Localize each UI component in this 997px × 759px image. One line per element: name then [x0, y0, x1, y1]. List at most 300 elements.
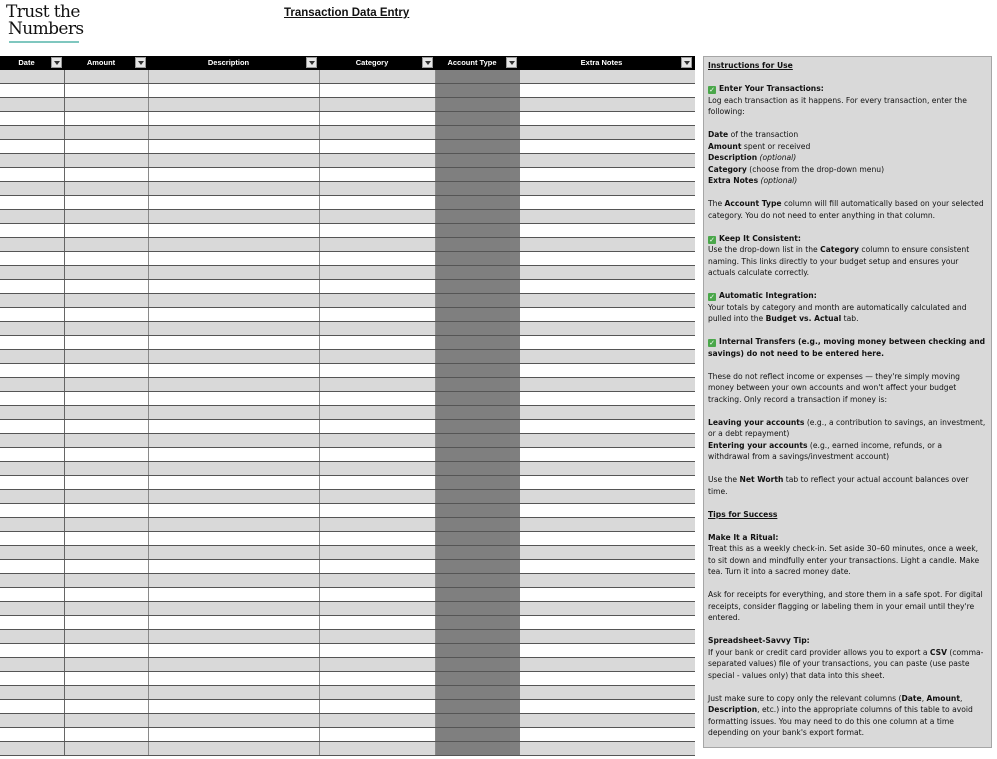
table-cell-date[interactable]: [0, 630, 65, 643]
table-cell-category[interactable]: [320, 70, 436, 83]
table-cell-amount[interactable]: [65, 336, 149, 349]
table-cell-amount[interactable]: [65, 182, 149, 195]
table-cell-extra-notes[interactable]: [520, 392, 695, 405]
table-cell-amount[interactable]: [65, 266, 149, 279]
table-cell-date[interactable]: [0, 644, 65, 657]
table-cell-category[interactable]: [320, 392, 436, 405]
table-cell-amount[interactable]: [65, 364, 149, 377]
table-cell-category[interactable]: [320, 434, 436, 447]
table-cell-extra-notes[interactable]: [520, 154, 695, 167]
table-cell-extra-notes[interactable]: [520, 504, 695, 517]
table-cell-category[interactable]: [320, 476, 436, 489]
table-cell-extra-notes[interactable]: [520, 308, 695, 321]
table-cell-extra-notes[interactable]: [520, 490, 695, 503]
table-row: [0, 378, 695, 392]
table-cell-extra-notes[interactable]: [520, 98, 695, 111]
table-cell-account-type: [436, 196, 520, 209]
tips-heading: Tips for Success: [708, 509, 778, 519]
table-row: [0, 630, 695, 644]
table-cell-extra-notes[interactable]: [520, 714, 695, 727]
table-cell-category[interactable]: [320, 406, 436, 419]
table-cell-description[interactable]: [149, 434, 320, 447]
table-cell-date[interactable]: [0, 322, 65, 335]
table-cell-date[interactable]: [0, 112, 65, 125]
filter-dropdown-icon[interactable]: [422, 57, 433, 68]
table-cell-date[interactable]: [0, 350, 65, 363]
table-cell-category[interactable]: [320, 280, 436, 293]
table-cell-extra-notes[interactable]: [520, 420, 695, 433]
table-cell-description[interactable]: [149, 322, 320, 335]
table-cell-category[interactable]: [320, 210, 436, 223]
table-cell-account-type: [436, 504, 520, 517]
table-cell-amount[interactable]: [65, 112, 149, 125]
table-cell-description[interactable]: [149, 154, 320, 167]
table-cell-category[interactable]: [320, 140, 436, 153]
table-cell-category[interactable]: [320, 742, 436, 755]
logo: [6, 4, 86, 43]
table-cell-amount[interactable]: [65, 490, 149, 503]
table-cell-date[interactable]: [0, 308, 65, 321]
table-cell-extra-notes[interactable]: [520, 616, 695, 629]
table-cell-date[interactable]: [0, 84, 65, 97]
table-cell-description[interactable]: [149, 518, 320, 531]
table-cell-amount[interactable]: [65, 672, 149, 685]
table-cell-extra-notes[interactable]: [520, 126, 695, 139]
table-cell-account-type: [436, 434, 520, 447]
table-cell-amount[interactable]: [65, 532, 149, 545]
table-cell-category[interactable]: [320, 322, 436, 335]
table-cell-description[interactable]: [149, 98, 320, 111]
tip-title: Spreadsheet-Savvy Tip:: [708, 636, 810, 645]
table-cell-date[interactable]: [0, 672, 65, 685]
table-cell-category[interactable]: [320, 336, 436, 349]
filter-dropdown-icon[interactable]: [306, 57, 317, 68]
table-cell-description[interactable]: [149, 686, 320, 699]
table-cell-date[interactable]: [0, 616, 65, 629]
table-cell-date[interactable]: [0, 504, 65, 517]
table-cell-description[interactable]: [149, 70, 320, 83]
table-cell-amount[interactable]: [65, 294, 149, 307]
table-cell-extra-notes[interactable]: [520, 644, 695, 657]
table-cell-category[interactable]: [320, 350, 436, 363]
instructions-heading: Instructions for Use: [708, 61, 793, 70]
table-cell-category[interactable]: [320, 168, 436, 181]
table-cell-category[interactable]: [320, 224, 436, 237]
table-cell-extra-notes[interactable]: [520, 378, 695, 391]
table-cell-category[interactable]: [320, 154, 436, 167]
table-cell-category[interactable]: [320, 560, 436, 573]
table-cell-amount[interactable]: [65, 196, 149, 209]
table-cell-date[interactable]: [0, 182, 65, 195]
table-cell-category[interactable]: [320, 616, 436, 629]
table-cell-amount[interactable]: [65, 420, 149, 433]
table-cell-account-type: [436, 154, 520, 167]
table-cell-extra-notes[interactable]: [520, 238, 695, 251]
table-cell-description[interactable]: [149, 504, 320, 517]
table-cell-date[interactable]: [0, 280, 65, 293]
table-row: [0, 308, 695, 322]
table-row: [0, 602, 695, 616]
table-cell-date[interactable]: [0, 224, 65, 237]
table-cell-date[interactable]: [0, 602, 65, 615]
table-row: [0, 280, 695, 294]
table-cell-category[interactable]: [320, 448, 436, 461]
table-cell-extra-notes[interactable]: [520, 574, 695, 587]
table-cell-amount[interactable]: [65, 560, 149, 573]
table-cell-date[interactable]: [0, 294, 65, 307]
table-cell-description[interactable]: [149, 364, 320, 377]
table-cell-amount[interactable]: [65, 434, 149, 447]
table-cell-category[interactable]: [320, 714, 436, 727]
table-cell-category[interactable]: [320, 658, 436, 671]
table-cell-date[interactable]: [0, 448, 65, 461]
table-cell-amount[interactable]: [65, 658, 149, 671]
table-cell-description[interactable]: [149, 238, 320, 251]
table-cell-description[interactable]: [149, 658, 320, 671]
table-cell-date[interactable]: [0, 532, 65, 545]
table-cell-date[interactable]: [0, 392, 65, 405]
table-cell-amount[interactable]: [65, 98, 149, 111]
table-cell-category[interactable]: [320, 672, 436, 685]
table-cell-amount[interactable]: [65, 70, 149, 83]
table-cell-category[interactable]: [320, 546, 436, 559]
table-cell-account-type: [436, 602, 520, 615]
table-cell-description[interactable]: [149, 644, 320, 657]
table-cell-category[interactable]: [320, 602, 436, 615]
table-cell-extra-notes[interactable]: [520, 196, 695, 209]
table-cell-amount[interactable]: [65, 546, 149, 559]
table-cell-extra-notes[interactable]: [520, 168, 695, 181]
table-row: [0, 672, 695, 686]
table-cell-account-type: [436, 364, 520, 377]
filter-dropdown-icon[interactable]: [51, 57, 62, 68]
column-header-amount: [65, 56, 149, 70]
table-cell-category[interactable]: [320, 462, 436, 475]
table-cell-category[interactable]: [320, 700, 436, 713]
table-cell-date[interactable]: [0, 518, 65, 531]
table-cell-extra-notes[interactable]: [520, 322, 695, 335]
table-cell-amount[interactable]: [65, 448, 149, 461]
table-cell-category[interactable]: [320, 252, 436, 265]
table-cell-category[interactable]: [320, 238, 436, 251]
table-cell-extra-notes[interactable]: [520, 532, 695, 545]
table-cell-date[interactable]: [0, 686, 65, 699]
table-cell-date[interactable]: [0, 546, 65, 559]
table-cell-description[interactable]: [149, 588, 320, 601]
filter-dropdown-icon[interactable]: [135, 57, 146, 68]
table-row: [0, 168, 695, 182]
table-cell-account-type: [436, 742, 520, 755]
table-cell-description[interactable]: [149, 196, 320, 209]
section-body: Use the drop-down list in the Category column to ensure consistent naming. This links directly to your budget setup and ensures your actuals calculate correctly.: [708, 245, 970, 277]
table-body: [0, 70, 695, 756]
table-cell-date[interactable]: [0, 378, 65, 391]
table-cell-extra-notes[interactable]: [520, 546, 695, 559]
table-cell-amount[interactable]: [65, 616, 149, 629]
table-cell-date[interactable]: [0, 574, 65, 587]
table-cell-description[interactable]: [149, 574, 320, 587]
table-cell-date[interactable]: [0, 742, 65, 755]
table-cell-category[interactable]: [320, 196, 436, 209]
table-cell-amount[interactable]: [65, 714, 149, 727]
table-cell-category[interactable]: [320, 308, 436, 321]
table-cell-description[interactable]: [149, 560, 320, 573]
table-cell-extra-notes[interactable]: [520, 672, 695, 685]
table-cell-amount[interactable]: [65, 630, 149, 643]
table-cell-account-type: [436, 392, 520, 405]
table-cell-category[interactable]: [320, 532, 436, 545]
table-cell-date[interactable]: [0, 420, 65, 433]
table-cell-category[interactable]: [320, 378, 436, 391]
table-cell-description[interactable]: [149, 224, 320, 237]
table-cell-category[interactable]: [320, 112, 436, 125]
table-cell-amount[interactable]: [65, 728, 149, 741]
table-cell-amount[interactable]: [65, 126, 149, 139]
table-cell-extra-notes[interactable]: [520, 588, 695, 601]
table-cell-account-type: [436, 308, 520, 321]
table-cell-description[interactable]: [149, 406, 320, 419]
table-cell-extra-notes[interactable]: [520, 476, 695, 489]
table-cell-extra-notes[interactable]: [520, 266, 695, 279]
table-cell-date[interactable]: [0, 658, 65, 671]
table-cell-extra-notes[interactable]: [520, 294, 695, 307]
table-cell-amount[interactable]: [65, 602, 149, 615]
table-row: [0, 560, 695, 574]
table-cell-account-type: [436, 140, 520, 153]
table-cell-amount[interactable]: [65, 308, 149, 321]
table-cell-description[interactable]: [149, 462, 320, 475]
table-cell-date[interactable]: [0, 196, 65, 209]
table-cell-description[interactable]: [149, 252, 320, 265]
table-cell-extra-notes[interactable]: [520, 462, 695, 475]
table-cell-description[interactable]: [149, 490, 320, 503]
table-cell-date[interactable]: [0, 238, 65, 251]
table-cell-category[interactable]: [320, 126, 436, 139]
table-cell-date[interactable]: [0, 728, 65, 741]
table-cell-extra-notes[interactable]: [520, 728, 695, 741]
table-cell-extra-notes[interactable]: [520, 700, 695, 713]
table-cell-date[interactable]: [0, 266, 65, 279]
table-cell-description[interactable]: [149, 168, 320, 181]
table-row: [0, 546, 695, 560]
table-cell-description[interactable]: [149, 336, 320, 349]
table-cell-category[interactable]: [320, 588, 436, 601]
table-cell-amount[interactable]: [65, 154, 149, 167]
entering-accounts: Entering your accounts (e.g., earned income, refunds, or a withdrawal from a savings/investment account): [708, 440, 943, 461]
table-cell-amount[interactable]: [65, 504, 149, 517]
table-cell-category[interactable]: [320, 84, 436, 97]
table-header: [0, 56, 695, 70]
table-cell-description[interactable]: [149, 140, 320, 153]
table-cell-amount[interactable]: [65, 700, 149, 713]
column-header-category: [320, 56, 436, 70]
table-cell-description[interactable]: [149, 700, 320, 713]
table-cell-date[interactable]: [0, 168, 65, 181]
table-cell-extra-notes[interactable]: [520, 686, 695, 699]
table-cell-description[interactable]: [149, 294, 320, 307]
table-row: [0, 392, 695, 406]
column-header-label: Category: [355, 58, 389, 67]
table-row: [0, 532, 695, 546]
table-cell-description[interactable]: [149, 308, 320, 321]
table-cell-description[interactable]: [149, 448, 320, 461]
table-cell-extra-notes[interactable]: [520, 560, 695, 573]
table-cell-category[interactable]: [320, 294, 436, 307]
table-cell-date[interactable]: [0, 490, 65, 503]
table-cell-amount[interactable]: [65, 84, 149, 97]
table-cell-date[interactable]: [0, 700, 65, 713]
filter-dropdown-icon[interactable]: [681, 57, 692, 68]
table-cell-category[interactable]: [320, 420, 436, 433]
table-cell-amount[interactable]: [65, 462, 149, 475]
tip-body: Treat this as a weekly check-in. Set aside 30–60 minutes, once a week, to sit down and mindfully enter your transactions. Light a candle. Make tea. Turn it into a sacred money date.: [708, 544, 980, 576]
table-cell-category[interactable]: [320, 630, 436, 643]
filter-dropdown-icon[interactable]: [506, 57, 517, 68]
table-cell-amount[interactable]: [65, 224, 149, 237]
table-cell-date[interactable]: [0, 434, 65, 447]
table-cell-account-type: [436, 322, 520, 335]
table-cell-description[interactable]: [149, 630, 320, 643]
table-cell-extra-notes[interactable]: [520, 742, 695, 755]
table-cell-date[interactable]: [0, 560, 65, 573]
column-header-label: Extra Notes: [580, 58, 623, 67]
table-cell-category[interactable]: [320, 518, 436, 531]
table-cell-category[interactable]: [320, 728, 436, 741]
table-cell-extra-notes[interactable]: [520, 182, 695, 195]
field-name: Description: [708, 153, 758, 162]
table-cell-amount[interactable]: [65, 378, 149, 391]
table-cell-account-type: [436, 476, 520, 489]
table-cell-description[interactable]: [149, 182, 320, 195]
table-cell-description[interactable]: [149, 350, 320, 363]
table-row: [0, 490, 695, 504]
table-cell-description[interactable]: [149, 728, 320, 741]
table-cell-extra-notes[interactable]: [520, 70, 695, 83]
table-cell-amount[interactable]: [65, 392, 149, 405]
table-cell-date[interactable]: [0, 406, 65, 419]
table-cell-description[interactable]: [149, 546, 320, 559]
table-cell-category[interactable]: [320, 644, 436, 657]
table-cell-amount[interactable]: [65, 574, 149, 587]
table-cell-amount[interactable]: [65, 322, 149, 335]
table-cell-extra-notes[interactable]: [520, 140, 695, 153]
table-cell-description[interactable]: [149, 420, 320, 433]
table-cell-date[interactable]: [0, 210, 65, 223]
table-cell-description[interactable]: [149, 112, 320, 125]
table-cell-amount[interactable]: [65, 518, 149, 531]
table-cell-date[interactable]: [0, 714, 65, 727]
table-cell-extra-notes[interactable]: [520, 112, 695, 125]
table-cell-amount[interactable]: [65, 686, 149, 699]
table-cell-amount[interactable]: [65, 406, 149, 419]
table-cell-extra-notes[interactable]: [520, 658, 695, 671]
table-cell-amount[interactable]: [65, 252, 149, 265]
table-cell-amount[interactable]: [65, 210, 149, 223]
table-cell-category[interactable]: [320, 490, 436, 503]
table-cell-account-type: [436, 462, 520, 475]
table-cell-amount[interactable]: [65, 644, 149, 657]
table-cell-date[interactable]: [0, 588, 65, 601]
table-cell-category[interactable]: [320, 98, 436, 111]
table-cell-category[interactable]: [320, 266, 436, 279]
table-cell-extra-notes[interactable]: [520, 350, 695, 363]
table-cell-category[interactable]: [320, 182, 436, 195]
table-cell-description[interactable]: [149, 392, 320, 405]
table-row: [0, 588, 695, 602]
table-cell-extra-notes[interactable]: [520, 364, 695, 377]
table-cell-date[interactable]: [0, 154, 65, 167]
page-title: Transaction Data Entry: [284, 7, 410, 19]
table-cell-description[interactable]: [149, 84, 320, 97]
table-cell-date[interactable]: [0, 126, 65, 139]
table-cell-amount[interactable]: [65, 742, 149, 755]
field-desc: of the transaction: [728, 130, 799, 139]
table-cell-description[interactable]: [149, 378, 320, 391]
table-cell-account-type: [436, 672, 520, 685]
table-cell-description[interactable]: [149, 602, 320, 615]
table-cell-extra-notes[interactable]: [520, 630, 695, 643]
table-cell-description[interactable]: [149, 210, 320, 223]
table-cell-account-type: [436, 98, 520, 111]
table-cell-description[interactable]: [149, 672, 320, 685]
table-cell-amount[interactable]: [65, 238, 149, 251]
table-cell-date[interactable]: [0, 462, 65, 475]
table-cell-amount[interactable]: [65, 168, 149, 181]
table-cell-extra-notes[interactable]: [520, 84, 695, 97]
table-cell-amount[interactable]: [65, 350, 149, 363]
table-cell-date[interactable]: [0, 252, 65, 265]
table-cell-extra-notes[interactable]: [520, 448, 695, 461]
table-cell-date[interactable]: [0, 476, 65, 489]
table-cell-extra-notes[interactable]: [520, 224, 695, 237]
table-cell-category[interactable]: [320, 504, 436, 517]
table-cell-extra-notes[interactable]: [520, 406, 695, 419]
table-cell-date[interactable]: [0, 70, 65, 83]
table-cell-extra-notes[interactable]: [520, 518, 695, 531]
field-desc: (choose from the drop-down menu): [746, 164, 885, 174]
table-cell-extra-notes[interactable]: [520, 602, 695, 615]
table-cell-description[interactable]: [149, 266, 320, 279]
table-row: [0, 70, 695, 84]
table-cell-date[interactable]: [0, 336, 65, 349]
table-cell-extra-notes[interactable]: [520, 336, 695, 349]
table-cell-description[interactable]: [149, 476, 320, 489]
table-cell-category[interactable]: [320, 574, 436, 587]
table-cell-description[interactable]: [149, 616, 320, 629]
table-cell-description[interactable]: [149, 126, 320, 139]
table-cell-category[interactable]: [320, 364, 436, 377]
table-cell-account-type: [436, 350, 520, 363]
table-cell-description[interactable]: [149, 742, 320, 755]
table-row: [0, 224, 695, 238]
table-row: [0, 112, 695, 126]
table-cell-extra-notes[interactable]: [520, 280, 695, 293]
table-cell-extra-notes[interactable]: [520, 252, 695, 265]
table-cell-date[interactable]: [0, 140, 65, 153]
table-cell-description[interactable]: [149, 532, 320, 545]
table-cell-description[interactable]: [149, 714, 320, 727]
table-cell-category[interactable]: [320, 686, 436, 699]
table-cell-amount[interactable]: [65, 140, 149, 153]
table-cell-amount[interactable]: [65, 588, 149, 601]
table-cell-description[interactable]: [149, 280, 320, 293]
table-cell-date[interactable]: [0, 364, 65, 377]
table-cell-amount[interactable]: [65, 280, 149, 293]
table-cell-extra-notes[interactable]: [520, 434, 695, 447]
table-cell-date[interactable]: [0, 98, 65, 111]
table-cell-amount[interactable]: [65, 476, 149, 489]
table-cell-extra-notes[interactable]: [520, 210, 695, 223]
